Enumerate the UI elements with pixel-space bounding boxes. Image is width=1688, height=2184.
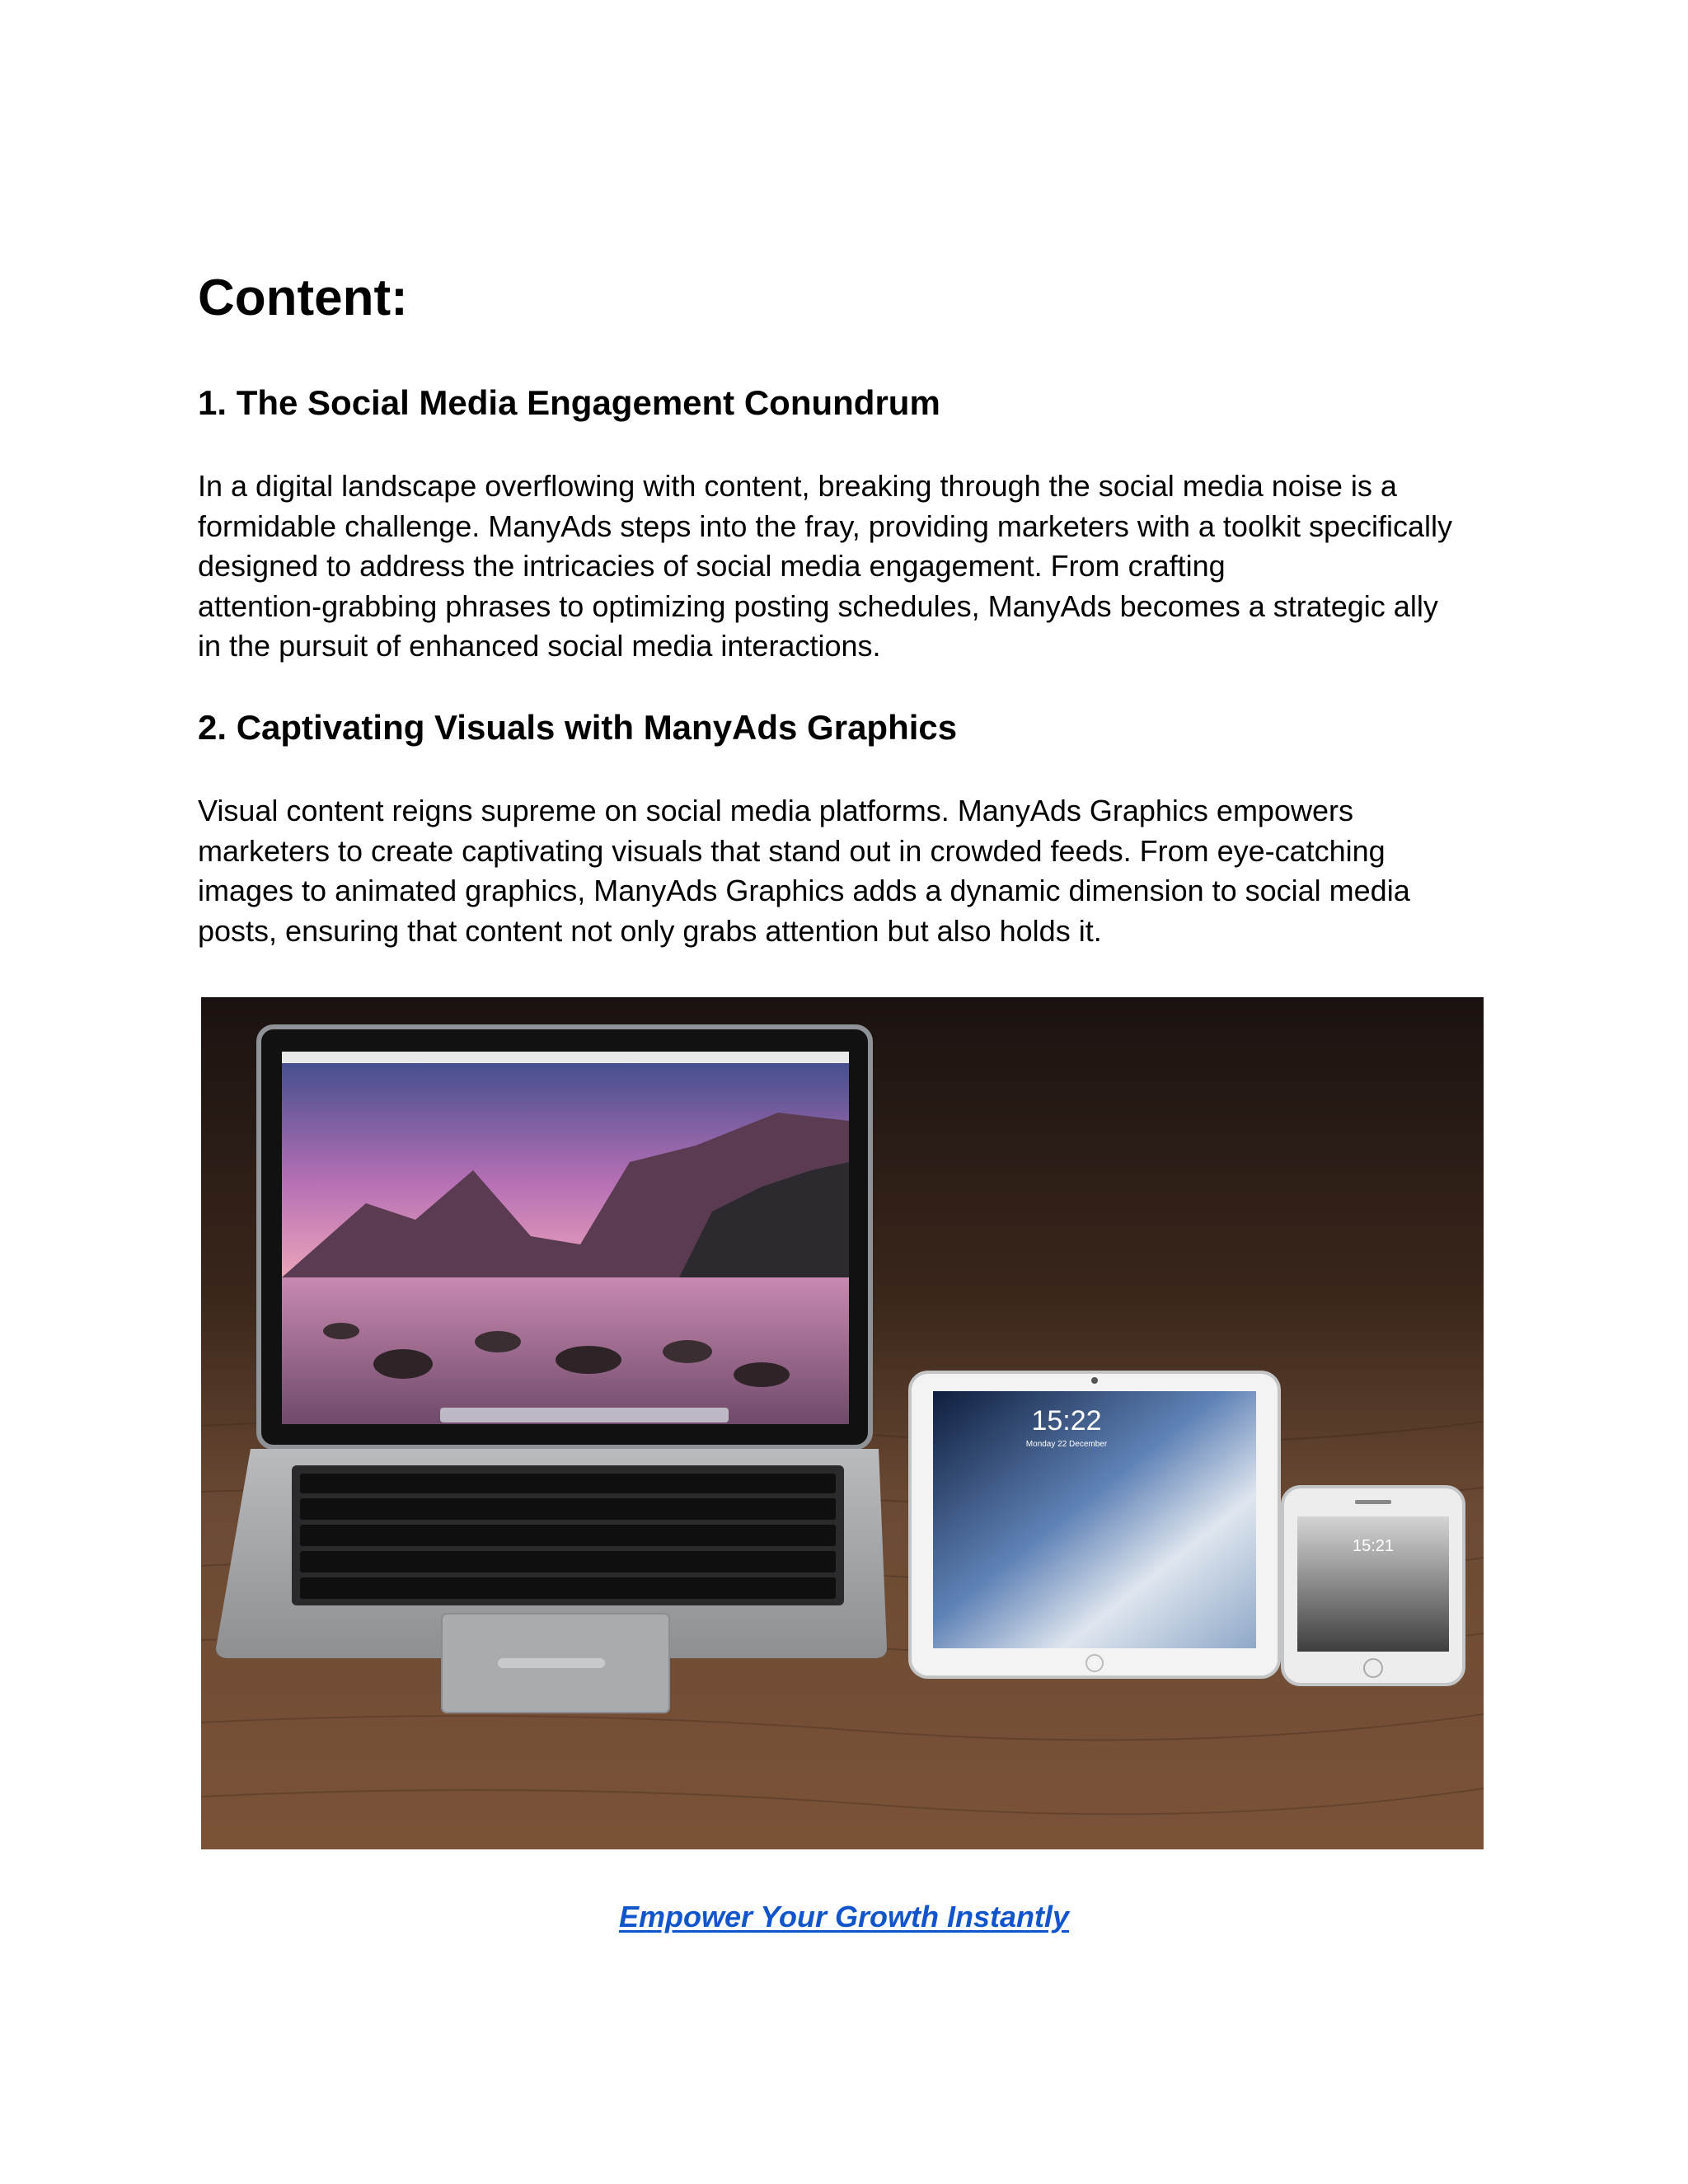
section-1-paragraph — [198, 466, 1484, 667]
paragraph-line: in the pursuit of enhanced social media interactions. — [198, 629, 881, 663]
cta-link[interactable]: Empower Your Growth Instantly — [618, 1900, 1070, 1933]
section-1-title: 1. The Social Media Engagement Conundrum — [198, 383, 940, 422]
page-title: Content: — [198, 269, 408, 326]
paragraph-line: images to animated graphics, ManyAds Graphics adds a dynamic dimension to social media — [198, 874, 1410, 907]
paragraph-line: designed to address the intricacies of social media engagement. From crafting — [198, 549, 1226, 583]
phone — [1282, 1487, 1464, 1685]
section-2-paragraph — [198, 791, 1484, 951]
tablet-date: Monday 22 December — [1025, 1440, 1108, 1449]
devices-photo — [201, 997, 1484, 1849]
tablet-clock: 15:22 — [1031, 1405, 1102, 1436]
paragraph-line: In a digital landscape overflowing with content, breaking through the social media noise is a — [198, 469, 1397, 503]
laptop — [259, 1027, 870, 1447]
paragraph-line: attention-grabbing phrases to optimizing posting schedules, ManyAds becomes a strategic ally — [198, 588, 1438, 623]
tablet — [910, 1372, 1279, 1677]
cta-container — [0, 1899, 1688, 1934]
paragraph-line: marketers to create captivating visuals that stand out in crowded feeds. From eye-catching — [198, 833, 1386, 868]
paragraph-line: formidable challenge. ManyAds steps into the fray, providing marketers with a toolkit specifically — [198, 509, 1453, 543]
section-2-title: 2. Captivating Visuals with ManyAds Graphics — [198, 708, 958, 747]
paragraph-line: posts, ensuring that content not only grabs attention but also holds it. — [198, 913, 1102, 948]
paragraph-line: Visual content reigns supreme on social media platforms. ManyAds Graphics empowers — [198, 794, 1353, 827]
phone-clock: 15:21 — [1352, 1537, 1395, 1555]
